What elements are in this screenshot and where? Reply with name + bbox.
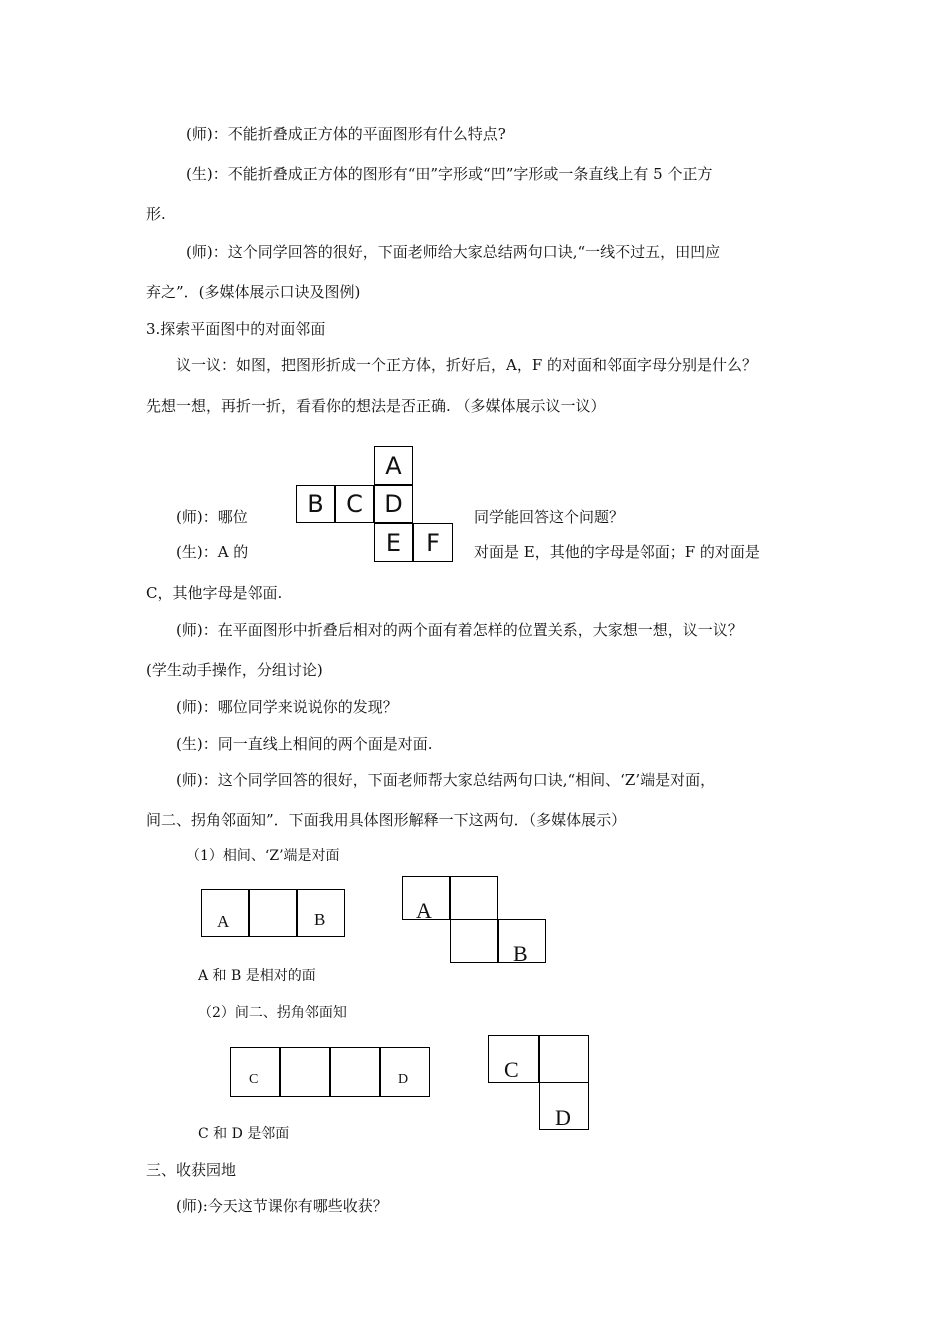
z-cell-bottom-left <box>450 919 498 963</box>
subheading-adjacent-faces: （2）间二、拐角邻面知 <box>198 1005 347 1021</box>
paragraph-student-reply-cont: C，其他字母是邻面. <box>146 584 283 602</box>
row-label-b: B <box>314 910 326 929</box>
paragraph-student-answer-cont: 形. <box>146 205 166 223</box>
z-cell-top-right <box>450 876 498 920</box>
paragraph-discussion: 议一议：如图，把图形折成一个正方体，折好后，A，F 的对面和邻面字母分别是什么？ <box>176 356 758 374</box>
row4-label-d: D <box>398 1072 409 1087</box>
net-cell-e: E <box>374 523 413 562</box>
section-heading-harvest: 三、收获园地 <box>146 1161 237 1179</box>
corner-label-c: C <box>504 1057 519 1082</box>
paragraph-teacher-question: (师)：不能折叠成正方体的平面图形有什么特点? <box>186 125 506 143</box>
paragraph-teacher-summary: (师)：这个同学回答的很好，下面老师给大家总结两句口诀,“一线不过五，田凹应 <box>186 243 721 261</box>
paragraph-teacher-rhyme-cont: 间二、拐角邻面知”．下面我用具体图形解释一下这两句．（多媒体展示） <box>146 811 627 829</box>
paragraph-teacher-summary-cont: 弃之”．(多媒体展示口诀及图例) <box>146 283 361 301</box>
net-cell-b: B <box>296 485 335 523</box>
row4-cell-3 <box>330 1047 380 1097</box>
z-label-a: A <box>416 898 432 923</box>
z-label-b: B <box>513 941 528 966</box>
net-cell-f: F <box>413 523 453 562</box>
paragraph-student-reply-right: 对面是 E，其他的字母是邻面；F 的对面是 <box>474 543 760 561</box>
row4-label-c: C <box>249 1072 259 1087</box>
paragraph-discussion-cont: 先想一想，再折一折，看看你的想法是否正确. （多媒体展示议一议） <box>146 397 606 415</box>
paragraph-student-finding: (生)：同一直线上相间的两个面是对面. <box>176 735 433 753</box>
paragraph-student-answer: (生)：不能折叠成正方体的图形有“田”字形或“凹”字形或一条直线上有 5 个正方 <box>186 165 713 183</box>
section-heading-3: 3.探索平面图中的对面邻面 <box>146 320 326 338</box>
paragraph-teacher-ask-right: 同学能回答这个问题？ <box>474 508 625 526</box>
caption-adjacent-faces: C 和 D 是邻面 <box>198 1126 290 1142</box>
row-label-a: A <box>217 912 230 931</box>
paragraph-student-reply-left: (生)：A 的 <box>176 543 249 561</box>
paragraph-teacher-prompt: (师)：在平面图形中折叠后相对的两个面有着怎样的位置关系，大家想一想，议一议？ <box>176 621 743 639</box>
paragraph-teacher-closing: (师):今天这节课你有哪些收获？ <box>176 1197 388 1215</box>
subheading-opposite-faces: （1）相间、‘Z’端是对面 <box>186 848 340 864</box>
paragraph-teacher-who: (师)：哪位同学来说说你的发现？ <box>176 698 398 716</box>
paragraph-teacher-rhyme: (师)：这个同学回答的很好，下面老师帮大家总结两句口诀,“相间、‘Z’端是对面， <box>176 771 716 789</box>
net-cell-c: C <box>335 485 374 523</box>
corner-label-d: D <box>555 1105 571 1130</box>
row4-cell-2 <box>280 1047 330 1097</box>
caption-opposite-faces: A 和 B 是相对的面 <box>198 968 316 984</box>
row-cell-middle <box>249 889 297 937</box>
paragraph-teacher-ask-left: (师)：哪位 <box>176 508 248 526</box>
net-cell-d: D <box>374 485 413 523</box>
corner-cell-top-right <box>539 1035 589 1083</box>
paragraph-group-discussion: (学生动手操作，分组讨论) <box>146 661 323 679</box>
net-cell-a: A <box>374 446 413 485</box>
